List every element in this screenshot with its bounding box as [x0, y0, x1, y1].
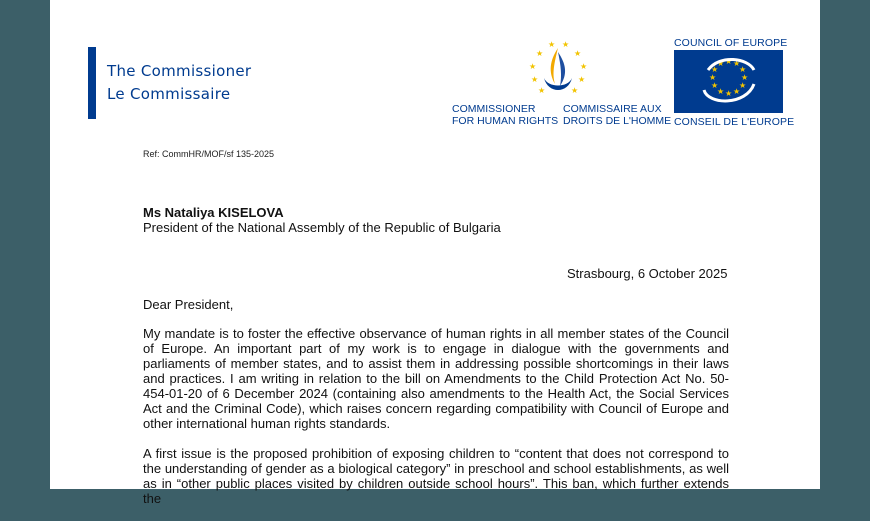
- svg-text:★: ★: [717, 87, 725, 96]
- commissioner-title-fr: Le Commissaire: [107, 85, 231, 103]
- svg-text:★: ★: [574, 49, 582, 58]
- svg-text:★: ★: [739, 65, 747, 74]
- coe-flag-logo: [674, 50, 783, 113]
- coe-name-en: COUNCIL OF EUROPE: [674, 37, 788, 49]
- chr-en-line2: FOR HUMAN RIGHTS: [452, 115, 559, 127]
- commissioner-heading: [107, 60, 251, 106]
- chr-fr-line2: DROITS DE L'HOMME: [563, 115, 672, 127]
- svg-text:★: ★: [580, 62, 588, 71]
- commissioner-title-en: The Commissioner: [107, 62, 252, 80]
- chr-fr-line1: COMMISSAIRE AUX: [563, 103, 662, 115]
- coe-name-fr: CONSEIL DE L'EUROPE: [674, 116, 795, 128]
- svg-text:★: ★: [725, 57, 733, 66]
- svg-text:★: ★: [733, 87, 741, 96]
- letter-page: [50, 0, 820, 506]
- letter-date: Strasbourg, 6 October 2025: [567, 266, 728, 281]
- svg-text:★: ★: [529, 62, 537, 71]
- chr-en-line1: COMMISSIONER: [452, 103, 536, 115]
- svg-text:★: ★: [717, 59, 725, 68]
- emblem-flame-icon: [551, 48, 558, 84]
- svg-text:★: ★: [548, 40, 556, 49]
- svg-text:★: ★: [531, 75, 539, 84]
- svg-text:★: ★: [725, 89, 733, 98]
- svg-text:★: ★: [739, 81, 747, 90]
- commissioner-accent-bar: [88, 47, 96, 119]
- svg-text:★: ★: [562, 40, 570, 49]
- body-paragraph: A first issue is the proposed prohibition of exposing children to “content that does not correspond to the understanding of gender as a biological category” in preschool and school establishments, as well as in “other public places visited by children outside school hours”. This ban, which further extends the: [143, 446, 729, 506]
- body-paragraph: My mandate is to foster the effective observance of human rights in all member states of the Council of Europe. An important part of my work is to engage in dialogue with the governments and parliaments of member states, and to assist them in addressing possible shortcomings in their laws and practices. I am writing in relation to the bill on Amendments to the Child Protection Act No. 50-454-01-20 of 6 December 2024 (containing also amendments to the Health Act, the Social Services Act and the Criminal Code), which raises concern regarding compatibility with Council of Europe and other international human rights standards.: [143, 326, 729, 431]
- addressee-block: [143, 205, 501, 235]
- svg-text:★: ★: [578, 75, 586, 84]
- addressee-name: Ms Nataliya KISELOVA: [143, 205, 284, 220]
- letter-body: [143, 326, 729, 521]
- chr-label-fr: [563, 103, 671, 127]
- commissioner-emblem-logo: [522, 38, 594, 102]
- reference-line: Ref: CommHR/MOF/sf 135-2025: [143, 149, 275, 159]
- chr-label-en: [452, 103, 558, 127]
- svg-text:★: ★: [538, 86, 546, 95]
- svg-text:★: ★: [741, 73, 749, 82]
- svg-text:★: ★: [711, 81, 719, 90]
- addressee-title: President of the National Assembly of the Republic of Bulgaria: [143, 220, 501, 235]
- svg-text:★: ★: [711, 65, 719, 74]
- svg-text:★: ★: [709, 73, 717, 82]
- salutation: Dear President,: [143, 297, 234, 312]
- svg-text:★: ★: [571, 86, 579, 95]
- svg-text:★: ★: [536, 49, 544, 58]
- coe-stars-icon: [674, 50, 783, 113]
- svg-text:★: ★: [733, 59, 741, 68]
